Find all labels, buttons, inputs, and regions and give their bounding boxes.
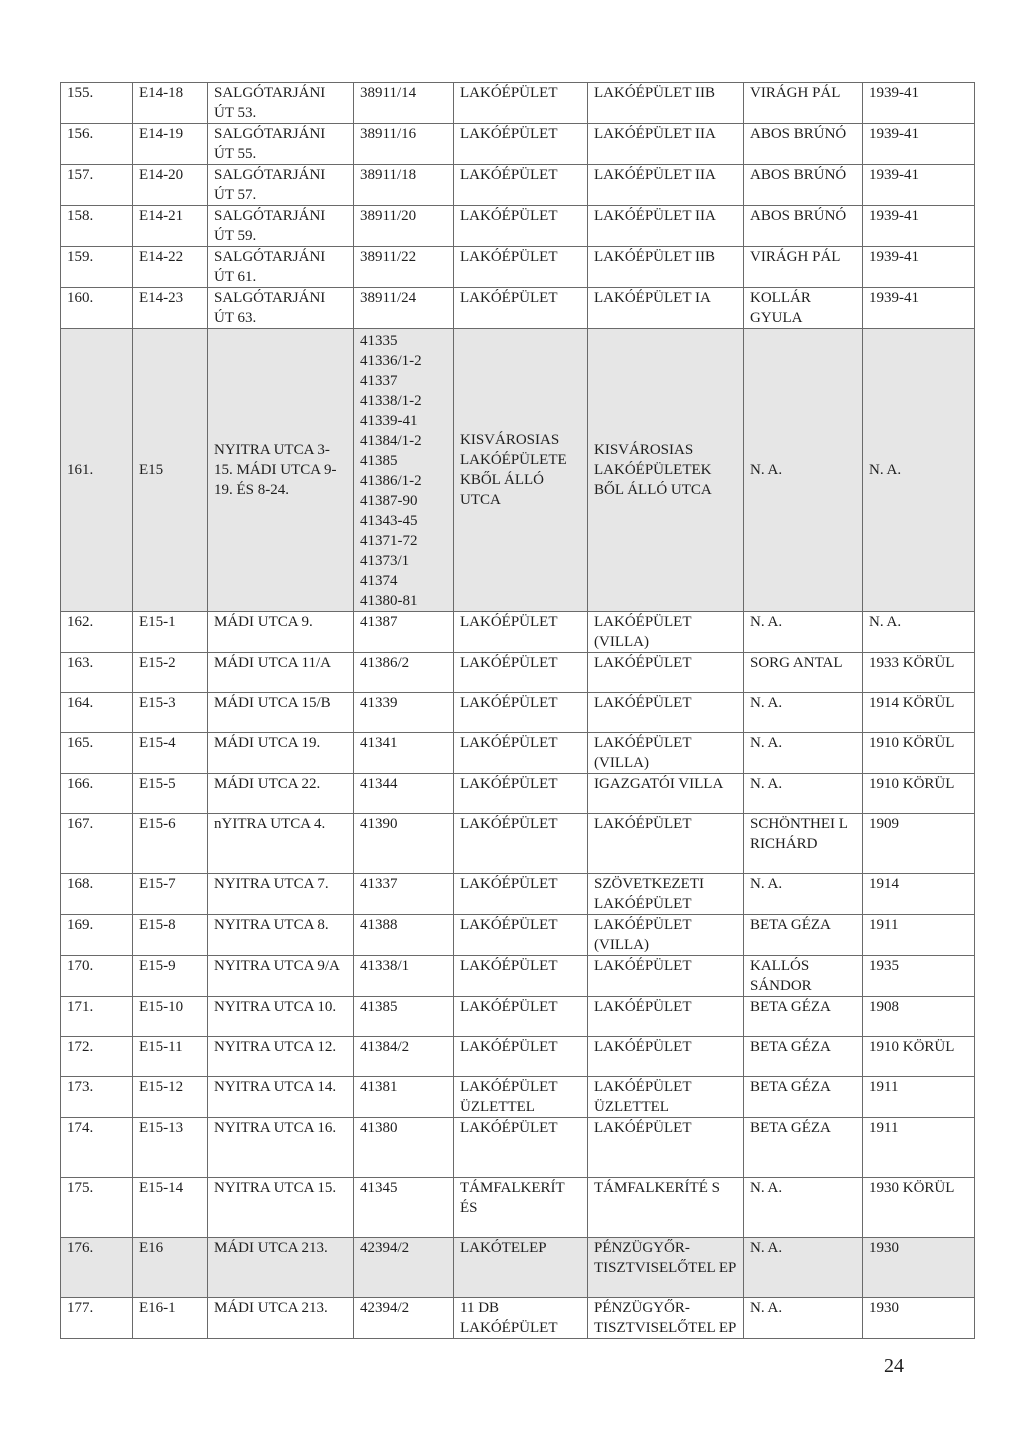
construction-date-cell: 1939-41: [863, 247, 975, 288]
original-function-cell: TÁMFALKERÍT ÉS: [454, 1178, 588, 1238]
address-cell: SALGÓTARJÁNI ÚT 53.: [208, 83, 354, 124]
parcel-number-cell: 38911/14: [354, 83, 454, 124]
parcel-number: 41343-45: [360, 513, 418, 529]
row-number-cell: 174.: [61, 1118, 133, 1178]
table-row: [61, 612, 975, 653]
record-id-cell: E15-8: [133, 915, 208, 956]
construction-date-cell: 1930: [863, 1238, 975, 1298]
parcel-number: 41373/1: [360, 553, 410, 569]
parcel-number-cell: 41386/2: [354, 653, 454, 693]
current-function-cell: LAKÓÉPÜLET IIA: [588, 206, 744, 247]
current-function-cell: TÁMFALKERÍTÉ S: [588, 1178, 744, 1238]
construction-date-cell: 1939-41: [863, 124, 975, 165]
construction-date-cell: 1914: [863, 874, 975, 915]
address-cell: SALGÓTARJÁNI ÚT 61.: [208, 247, 354, 288]
row-number-cell: 172.: [61, 1037, 133, 1077]
record-id-cell: E15-7: [133, 874, 208, 915]
parcel-number-cell: 41388: [354, 915, 454, 956]
address-cell: SALGÓTARJÁNI ÚT 59.: [208, 206, 354, 247]
designer-cell: KALLÓS SÁNDOR: [744, 956, 863, 997]
table-row: [61, 1077, 975, 1118]
parcel-number: 41374: [360, 573, 398, 589]
table-row: [61, 247, 975, 288]
record-id-cell: E15-11: [133, 1037, 208, 1077]
table-row: [61, 915, 975, 956]
table-row: [61, 1118, 975, 1178]
current-function-cell: LAKÓÉPÜLET: [588, 693, 744, 733]
original-function-cell: LAKÓÉPÜLET: [454, 733, 588, 774]
parcel-number-cell: 38911/22: [354, 247, 454, 288]
row-number-cell: 161.: [61, 329, 133, 612]
original-function-cell: LAKÓÉPÜLET ÜZLETTEL: [454, 1077, 588, 1118]
record-id-cell: E15-14: [133, 1178, 208, 1238]
table-row: [61, 1238, 975, 1298]
construction-date-cell: N. A.: [863, 612, 975, 653]
address-cell: NYITRA UTCA 7.: [208, 874, 354, 915]
construction-date-cell: 1910 KÖRÜL: [863, 1037, 975, 1077]
parcel-number-cell: 42394/2: [354, 1238, 454, 1298]
row-number-cell: 176.: [61, 1238, 133, 1298]
original-function-cell: LAKÓÉPÜLET: [454, 206, 588, 247]
row-number-cell: 160.: [61, 288, 133, 329]
address-cell: SALGÓTARJÁNI ÚT 63.: [208, 288, 354, 329]
row-number-cell: 155.: [61, 83, 133, 124]
parcel-number: 41338/1-2: [360, 393, 422, 409]
table-row: [61, 956, 975, 997]
designer-cell: N. A.: [744, 612, 863, 653]
current-function-cell: LAKÓÉPÜLET: [588, 956, 744, 997]
designer-cell: ABOS BRÚNÓ: [744, 165, 863, 206]
parcel-number-cell: 41387: [354, 612, 454, 653]
original-function-cell: LAKÓÉPÜLET: [454, 874, 588, 915]
parcel-number-cell: 41339: [354, 693, 454, 733]
original-function-cell: LAKÓÉPÜLET: [454, 814, 588, 874]
current-function-cell: LAKÓÉPÜLET: [588, 1037, 744, 1077]
record-id-cell: E14-23: [133, 288, 208, 329]
parcel-number: 41339-41: [360, 413, 418, 429]
table-row: [61, 733, 975, 774]
parcel-number-cell: 41390: [354, 814, 454, 874]
parcel-number-cell: 38911/16: [354, 124, 454, 165]
row-number-cell: 173.: [61, 1077, 133, 1118]
table-row: [61, 165, 975, 206]
designer-cell: BETA GÉZA: [744, 915, 863, 956]
construction-date-cell: 1911: [863, 915, 975, 956]
construction-date-cell: 1909: [863, 814, 975, 874]
address-cell: MÁDI UTCA 11/A: [208, 653, 354, 693]
address-cell: NYITRA UTCA 12.: [208, 1037, 354, 1077]
current-function-cell: LAKÓÉPÜLET IIA: [588, 165, 744, 206]
address-cell: SALGÓTARJÁNI ÚT 55.: [208, 124, 354, 165]
heritage-buildings-table: [60, 82, 975, 1339]
row-number-cell: 171.: [61, 997, 133, 1037]
address-cell: NYITRA UTCA 8.: [208, 915, 354, 956]
parcel-number: 41337: [360, 373, 398, 389]
current-function-cell: LAKÓÉPÜLET IIB: [588, 83, 744, 124]
construction-date-cell: 1939-41: [863, 288, 975, 329]
address-cell: NYITRA UTCA 16.: [208, 1118, 354, 1178]
original-function-cell: LAKÓÉPÜLET: [454, 653, 588, 693]
construction-date-cell: 1911: [863, 1077, 975, 1118]
row-number-cell: 170.: [61, 956, 133, 997]
address-cell: MÁDI UTCA 22.: [208, 774, 354, 814]
original-function-cell: LAKÓÉPÜLET: [454, 247, 588, 288]
original-function-cell: KISVÁROSIAS LAKÓÉPÜLETE KBŐL ÁLLÓ UTCA: [454, 329, 588, 612]
parcel-number: 41336/1-2: [360, 353, 422, 369]
record-id-cell: E14-22: [133, 247, 208, 288]
original-function-cell: LAKÓÉPÜLET: [454, 693, 588, 733]
parcel-number-cell: 38911/24: [354, 288, 454, 329]
row-number-cell: 175.: [61, 1178, 133, 1238]
record-id-cell: E15: [133, 329, 208, 612]
table-body: [61, 83, 975, 1339]
designer-cell: BETA GÉZA: [744, 997, 863, 1037]
original-function-cell: LAKÓÉPÜLET: [454, 612, 588, 653]
construction-date-cell: 1935: [863, 956, 975, 997]
current-function-cell: LAKÓÉPÜLET: [588, 653, 744, 693]
current-function-cell: PÉNZÜGYŐR-TISZTVISELŐTEL EP: [588, 1238, 744, 1298]
table-row: [61, 329, 975, 612]
original-function-cell: LAKÓÉPÜLET: [454, 124, 588, 165]
original-function-cell: LAKÓÉPÜLET: [454, 83, 588, 124]
designer-cell: N. A.: [744, 774, 863, 814]
parcel-number-cell: 41338/1: [354, 956, 454, 997]
current-function-cell: LAKÓÉPÜLET IIB: [588, 247, 744, 288]
parcel-number: 41384/1-2: [360, 433, 422, 449]
designer-cell: KOLLÁR GYULA: [744, 288, 863, 329]
construction-date-cell: 1930: [863, 1298, 975, 1339]
original-function-cell: LAKÓÉPÜLET: [454, 956, 588, 997]
designer-cell: N. A.: [744, 693, 863, 733]
parcel-number-cell: 41384/2: [354, 1037, 454, 1077]
record-id-cell: E15-4: [133, 733, 208, 774]
designer-cell: BETA GÉZA: [744, 1118, 863, 1178]
parcel-number-cell: 41344: [354, 774, 454, 814]
address-cell: MÁDI UTCA 213.: [208, 1298, 354, 1339]
parcel-number-cell: 41385: [354, 997, 454, 1037]
construction-date-cell: 1933 KÖRÜL: [863, 653, 975, 693]
designer-cell: BETA GÉZA: [744, 1037, 863, 1077]
parcel-number-cell: 38911/18: [354, 165, 454, 206]
designer-cell: SORG ANTAL: [744, 653, 863, 693]
parcel-number: 41385: [360, 453, 398, 469]
table-row: [61, 206, 975, 247]
original-function-cell: 11 DB LAKÓÉPÜLET: [454, 1298, 588, 1339]
construction-date-cell: 1939-41: [863, 206, 975, 247]
table-row: [61, 814, 975, 874]
address-cell: NYITRA UTCA 15.: [208, 1178, 354, 1238]
designer-cell: N. A.: [744, 1178, 863, 1238]
designer-cell: N. A.: [744, 733, 863, 774]
original-function-cell: LAKÓÉPÜLET: [454, 1118, 588, 1178]
address-cell: MÁDI UTCA 19.: [208, 733, 354, 774]
original-function-cell: LAKÓÉPÜLET: [454, 165, 588, 206]
parcel-number: 41335: [360, 333, 398, 349]
row-number-cell: 158.: [61, 206, 133, 247]
construction-date-cell: 1910 KÖRÜL: [863, 774, 975, 814]
table-row: [61, 288, 975, 329]
row-number-cell: 167.: [61, 814, 133, 874]
construction-date-cell: N. A.: [863, 329, 975, 612]
row-number-cell: 169.: [61, 915, 133, 956]
address-cell: NYITRA UTCA 3-15. MÁDI UTCA 9-19. ÉS 8-24.: [208, 329, 354, 612]
address-cell: MÁDI UTCA 9.: [208, 612, 354, 653]
parcel-number-cell: 41381: [354, 1077, 454, 1118]
table-row: [61, 874, 975, 915]
record-id-cell: E14-18: [133, 83, 208, 124]
current-function-cell: LAKÓÉPÜLET ÜZLETTEL: [588, 1077, 744, 1118]
table-row: [61, 83, 975, 124]
construction-date-cell: 1914 KÖRÜL: [863, 693, 975, 733]
page-number: 24: [884, 1355, 904, 1377]
address-cell: NYITRA UTCA 9/A: [208, 956, 354, 997]
parcel-number-cell: 42394/2: [354, 1298, 454, 1339]
current-function-cell: LAKÓÉPÜLET (VILLA): [588, 733, 744, 774]
record-id-cell: E14-19: [133, 124, 208, 165]
construction-date-cell: 1930 KÖRÜL: [863, 1178, 975, 1238]
designer-cell: N. A.: [744, 329, 863, 612]
construction-date-cell: 1939-41: [863, 165, 975, 206]
parcel-number: 41380-81: [360, 593, 418, 609]
record-id-cell: E15-12: [133, 1077, 208, 1118]
table-row: [61, 1178, 975, 1238]
construction-date-cell: 1939-41: [863, 83, 975, 124]
record-id-cell: E15-10: [133, 997, 208, 1037]
current-function-cell: LAKÓÉPÜLET: [588, 814, 744, 874]
current-function-cell: IGAZGATÓI VILLA: [588, 774, 744, 814]
row-number-cell: 157.: [61, 165, 133, 206]
current-function-cell: PÉNZÜGYŐR-TISZTVISELŐTEL EP: [588, 1298, 744, 1339]
parcel-number-cell: 41341: [354, 733, 454, 774]
table-row: [61, 997, 975, 1037]
row-number-cell: 163.: [61, 653, 133, 693]
current-function-cell: LAKÓÉPÜLET (VILLA): [588, 612, 744, 653]
original-function-cell: LAKÓÉPÜLET: [454, 997, 588, 1037]
row-number-cell: 177.: [61, 1298, 133, 1339]
designer-cell: SCHÖNTHEI L RICHÁRD: [744, 814, 863, 874]
designer-cell: BETA GÉZA: [744, 1077, 863, 1118]
record-id-cell: E15-13: [133, 1118, 208, 1178]
row-number-cell: 164.: [61, 693, 133, 733]
parcel-number-cell: 38911/20: [354, 206, 454, 247]
row-number-cell: 156.: [61, 124, 133, 165]
address-cell: NYITRA UTCA 14.: [208, 1077, 354, 1118]
address-cell: MÁDI UTCA 15/B: [208, 693, 354, 733]
record-id-cell: E15-2: [133, 653, 208, 693]
designer-cell: ABOS BRÚNÓ: [744, 206, 863, 247]
record-id-cell: E14-20: [133, 165, 208, 206]
record-id-cell: E14-21: [133, 206, 208, 247]
address-cell: MÁDI UTCA 213.: [208, 1238, 354, 1298]
current-function-cell: LAKÓÉPÜLET: [588, 997, 744, 1037]
table-row: [61, 124, 975, 165]
current-function-cell: LAKÓÉPÜLET (VILLA): [588, 915, 744, 956]
designer-cell: N. A.: [744, 1238, 863, 1298]
record-id-cell: E16-1: [133, 1298, 208, 1339]
construction-date-cell: 1911: [863, 1118, 975, 1178]
current-function-cell: LAKÓÉPÜLET IIA: [588, 124, 744, 165]
current-function-cell: LAKÓÉPÜLET IA: [588, 288, 744, 329]
record-id-cell: E15-3: [133, 693, 208, 733]
record-id-cell: E15-1: [133, 612, 208, 653]
row-number-cell: 162.: [61, 612, 133, 653]
parcel-number: 41387-90: [360, 493, 418, 509]
table-row: [61, 653, 975, 693]
original-function-cell: LAKÓTELEP: [454, 1238, 588, 1298]
address-cell: NYITRA UTCA 10.: [208, 997, 354, 1037]
designer-cell: N. A.: [744, 874, 863, 915]
record-id-cell: E15-6: [133, 814, 208, 874]
construction-date-cell: 1908: [863, 997, 975, 1037]
table-row: [61, 693, 975, 733]
record-id-cell: E15-9: [133, 956, 208, 997]
row-number-cell: 168.: [61, 874, 133, 915]
table-row: [61, 774, 975, 814]
current-function-cell: SZÖVETKEZETI LAKÓÉPÜLET: [588, 874, 744, 915]
current-function-cell: KISVÁROSIAS LAKÓÉPÜLETEK BŐL ÁLLÓ UTCA: [588, 329, 744, 612]
parcel-number-cell: 41337: [354, 874, 454, 915]
table-row: [61, 1298, 975, 1339]
designer-cell: N. A.: [744, 1298, 863, 1339]
parcel-number: 41371-72: [360, 533, 418, 549]
designer-cell: VIRÁGH PÁL: [744, 83, 863, 124]
address-cell: nYITRA UTCA 4.: [208, 814, 354, 874]
row-number-cell: 166.: [61, 774, 133, 814]
record-id-cell: E16: [133, 1238, 208, 1298]
parcel-number-cell: [354, 329, 454, 612]
current-function-cell: LAKÓÉPÜLET: [588, 1118, 744, 1178]
original-function-cell: LAKÓÉPÜLET: [454, 774, 588, 814]
row-number-cell: 165.: [61, 733, 133, 774]
original-function-cell: LAKÓÉPÜLET: [454, 288, 588, 329]
record-id-cell: E15-5: [133, 774, 208, 814]
parcel-number-cell: 41380: [354, 1118, 454, 1178]
table-row: [61, 1037, 975, 1077]
original-function-cell: LAKÓÉPÜLET: [454, 1037, 588, 1077]
address-cell: SALGÓTARJÁNI ÚT 57.: [208, 165, 354, 206]
parcel-number: 41386/1-2: [360, 473, 422, 489]
parcel-number-cell: 41345: [354, 1178, 454, 1238]
designer-cell: VIRÁGH PÁL: [744, 247, 863, 288]
designer-cell: ABOS BRÚNÓ: [744, 124, 863, 165]
row-number-cell: 159.: [61, 247, 133, 288]
original-function-cell: LAKÓÉPÜLET: [454, 915, 588, 956]
construction-date-cell: 1910 KÖRÜL: [863, 733, 975, 774]
